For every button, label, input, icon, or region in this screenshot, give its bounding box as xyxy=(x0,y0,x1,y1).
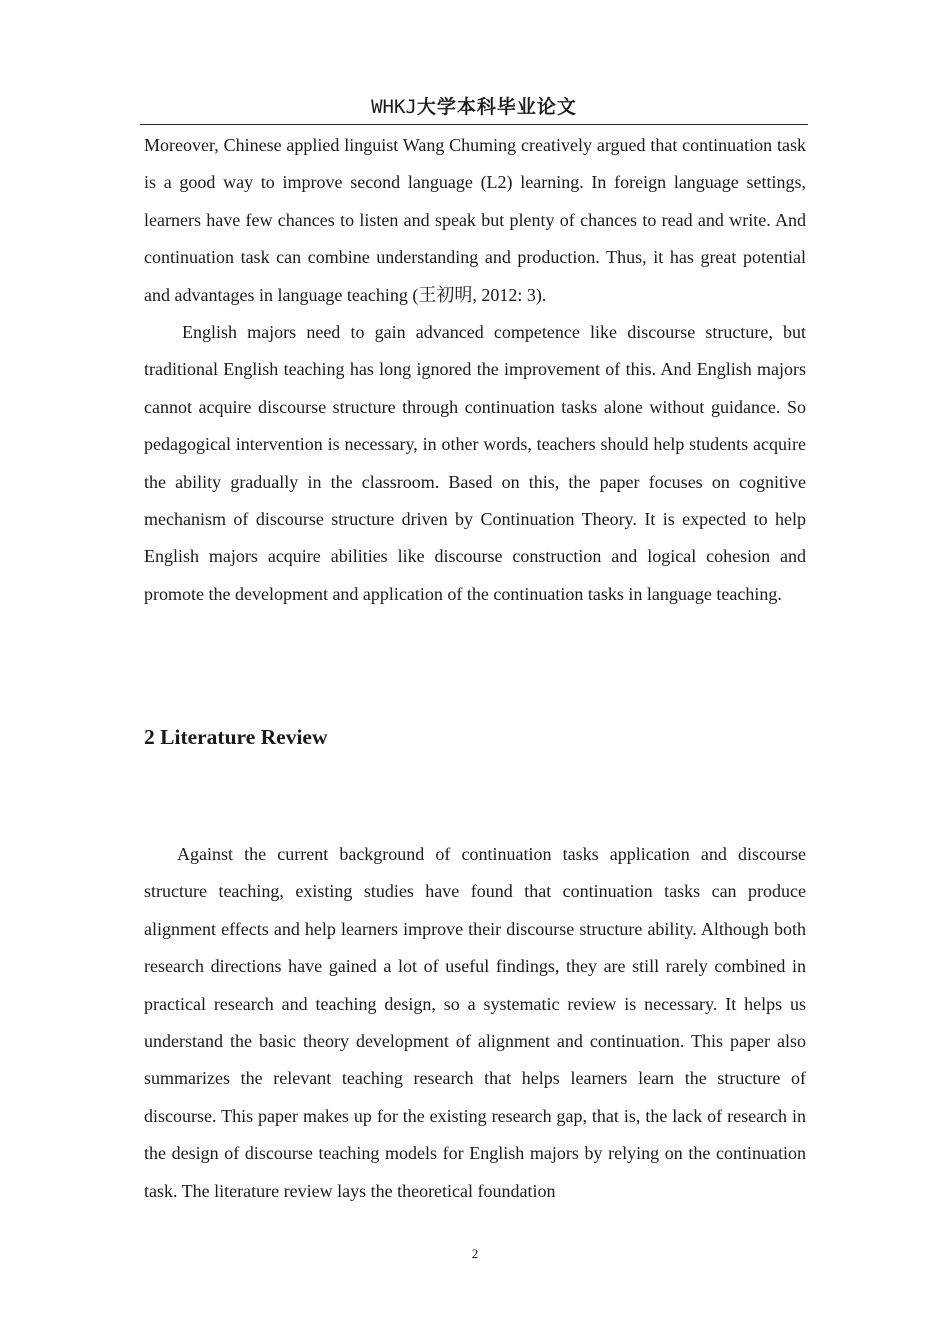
running-header xyxy=(140,92,808,126)
section-heading-literature-review: 2 Literature Review xyxy=(144,725,328,749)
paragraph-intro-english-majors: English majors need to gain advanced competence like discourse structure, but traditional English teaching has long ignored the improvement of this. And English majors cannot acquire discourse structure through continuation tasks alone without guidance. So pedagogical intervention is necessary, in other words, teachers should help students acquire the ability gradually in the classroom. Based on this, the paper focuses on cognitive mechanism of discourse structure driven by Continuation Theory. It is expected to help English majors acquire abilities like discourse construction and logical cohesion and promote the development and application of the continuation tasks in language teaching. xyxy=(144,322,806,604)
paragraph-intro-continuation: Moreover, Chinese applied linguist Wang Chuming creatively argued that continuation task is a good way to improve second language (L2) learning. In foreign language settings, learners have few chances to listen and speak but plenty of chances to read and write. And continuation task can combine understanding and production. Thus, it has great potential and advantages in language teaching (王初明, 2012: 3). xyxy=(144,135,806,305)
running-header-latin: WHKJ xyxy=(371,96,417,118)
page-number: 2 xyxy=(471,1246,479,1261)
paragraph-literature-review-opening: Against the current background of continuation tasks application and discourse structure teaching, existing studies have found that continuation tasks can produce alignment effects and help learners improve their discourse structure ability. Although both research directions have gained a lot of useful findings, they are still rarely combined in practical research and teaching design, so a systematic review is necessary. It helps us understand the basic theory development of alignment and continuation. This paper also summarizes the relevant teaching research that helps learners learn the structure of discourse. This paper makes up for the existing research gap, that is, the lack of research in the design of discourse teaching models for English majors by relying on the continuation task. The literature review lays the theoretical foundation xyxy=(144,844,806,1201)
running-header-title: 大学本科毕业论文 xyxy=(416,96,577,118)
header-divider xyxy=(140,124,808,125)
